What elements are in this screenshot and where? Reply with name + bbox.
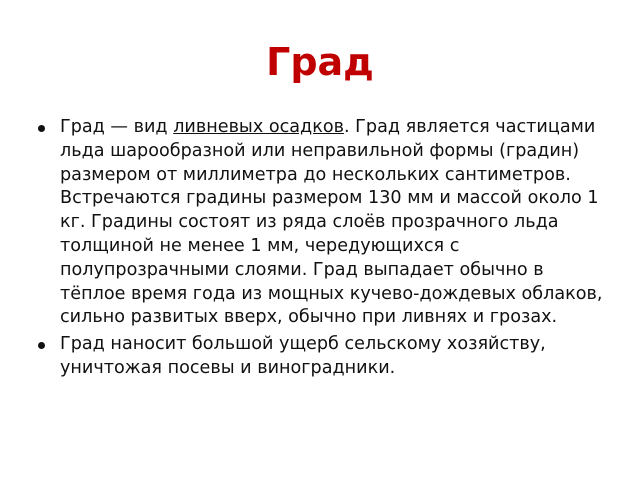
bullet-icon xyxy=(38,342,45,349)
bullet-item-damage xyxy=(36,333,610,381)
bullet-text-before-link: Град — вид xyxy=(60,117,174,137)
bullet-item-definition xyxy=(36,116,610,330)
bullet-list xyxy=(36,116,610,384)
bullet-text: Град наносит большой ущерб сельскому хозяйству, уничтожая посевы и виноградники. xyxy=(60,334,546,378)
bullet-icon xyxy=(38,125,45,132)
slide-title: Град xyxy=(266,40,374,84)
bullet-text-after-link: . Град является частицами льда шарообразной или неправильной формы (градин) размером от миллиметра до нескольких сантиметров. Встречаются градины размером 130 мм и массой около 1 кг. Градины состоят из ряда слоёв прозрачного льда толщиной не менее 1 мм, чередующихся с полупрозрачными слоями. Град выпадает обычно в тёплое время года из мощных кучево-дождевых облаков, сильно развитых вверх, обычно при ливнях и грозах. xyxy=(60,117,603,328)
showers-precipitation-link[interactable]: ливневых осадков xyxy=(173,117,344,137)
